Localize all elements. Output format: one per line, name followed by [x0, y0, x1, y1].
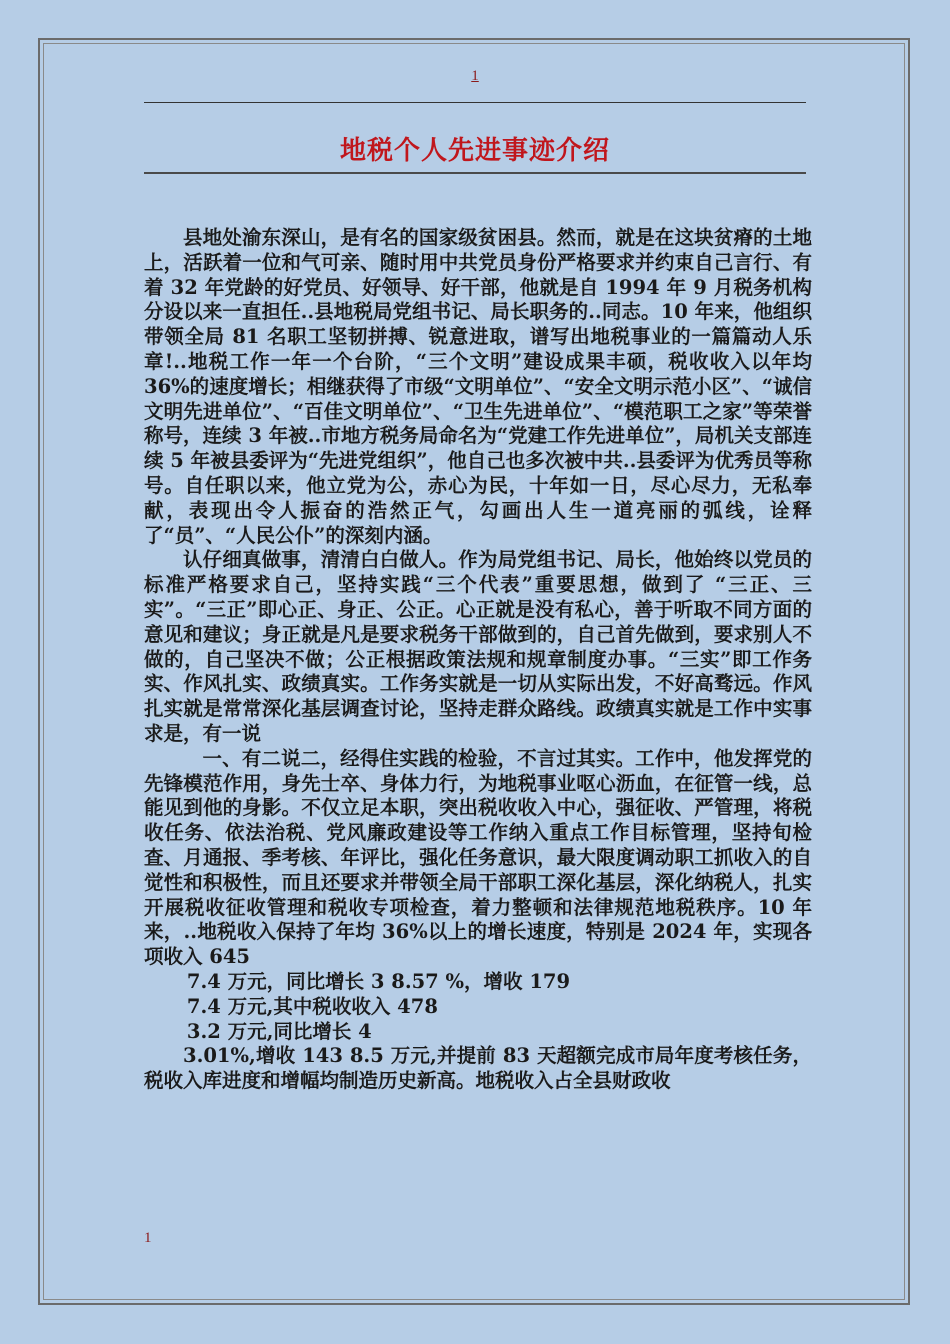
paragraph-work: 一、有二说二，经得住实践的检验，不言过其实。工作中，他发挥党的先锋模范作用，身先士卒、身体力行，为地税事业呕心沥血，在征管一线，总能见到他的身影。不仅立足本职，突出税收收入中心，强征收、严管理，将税收任务、依法治税、党风廉政建设等工作纳入重点工作目标管理，坚持旬检查、月通报、季考核、年评比，强化任务意识，最大限度调动职工抓收入的自觉性和积极性，而且还要求并带领全局干部职工深化基层，深化纳税人，扎实开展税收征收管理和税收专项检查，着力整顿和法律规范地税秩序。10 年来，..地税收入保持了年均 36%以上的增长速度，特别是 2024 年，实现各项收入 645: [144, 746, 812, 969]
paragraph-intro: 县地处渝东深山，是有名的国家级贫困县。然而，就是在这块贫瘠的土地上，活跃着一位和气可亲、随时用中共党员身份严格要求并约束自己言行、有着 32 年党龄的好党员、好领导、好干部，他就是自 1994 年 9 月税务机构分设以来一直担任..县地税局党组书记、局长职务的..同志。10 年来，他组织带领全局 81 名职工坚韧拼搏、锐意进取，谱写出地税事业的一篇篇动人乐章!..地税工作一年一个台阶，“三个文明”建设成果丰硕，税收收入以年均 36%的速度增长；相继获得了市级“文明单位”、“安全文明示范小区”、“诚信文明先进单位”、“百佳文明单位”、“卫生先进单位”、“模范职工之家”等荣誉称号，连续 3 年被..市地方税务局命名为“党建工作先进单位”，局机关支部连续 5 年被县委评为“先进党组织”，他自己也多次被中共..县委评为优秀员等称号。自任职以来，他立党为公，赤心为民，十年如一日，尽心尽力，无私奉献，表现出令人振奋的浩然正气，勾画出人生一道亮丽的弧线，诠释了“员”、“人民公仆”的深刻内涵。: [144, 226, 812, 547]
document-body: [144, 226, 812, 1094]
header-rule: [144, 102, 806, 103]
paragraph-conduct: 认仔细真做事，清清白白做人。作为局党组书记、局长，他始终以党员的标准严格要求自己，坚持实践“三个代表”重要思想，做到了 “三正、三实”。“三正”即心正、身正、公正。心正就是没有私心，善于听取不同方面的意见和建议；身正就是凡是要求税务干部做到的，自己首先做到，要求别人不做的，自己坚决不做；公正根据政策法规和规章制度办事。“三实”即工作务实、作风扎实、政绩真实。工作务实就是一切从实际出发，不好高骛远。作风扎实就是常常深化基层调查讨论，坚持走群众路线。政绩真实就是工作中实事求是，有一说: [144, 548, 812, 745]
header-page-number: 1: [471, 68, 479, 84]
document-title: 地税个人先进事迹介绍: [339, 136, 610, 166]
paragraph-results: 3.01%,增收 143 8.5 万元,并提前 83 天超额完成市局年度考核任务，税收入库进度和增幅均制造历史新高。地税收入占全县财政收: [144, 1044, 812, 1093]
footer-page-number: 1: [144, 1230, 152, 1246]
figure-line-1: 7.4 万元，同比增长 3 8.57 %，增收 179: [186, 969, 571, 993]
figure-line-2: 7.4 万元,其中税收收入 478: [186, 994, 438, 1018]
figure-line-3: 3.2 万元,同比增长 4: [186, 1019, 372, 1043]
title-rule: [144, 172, 806, 174]
